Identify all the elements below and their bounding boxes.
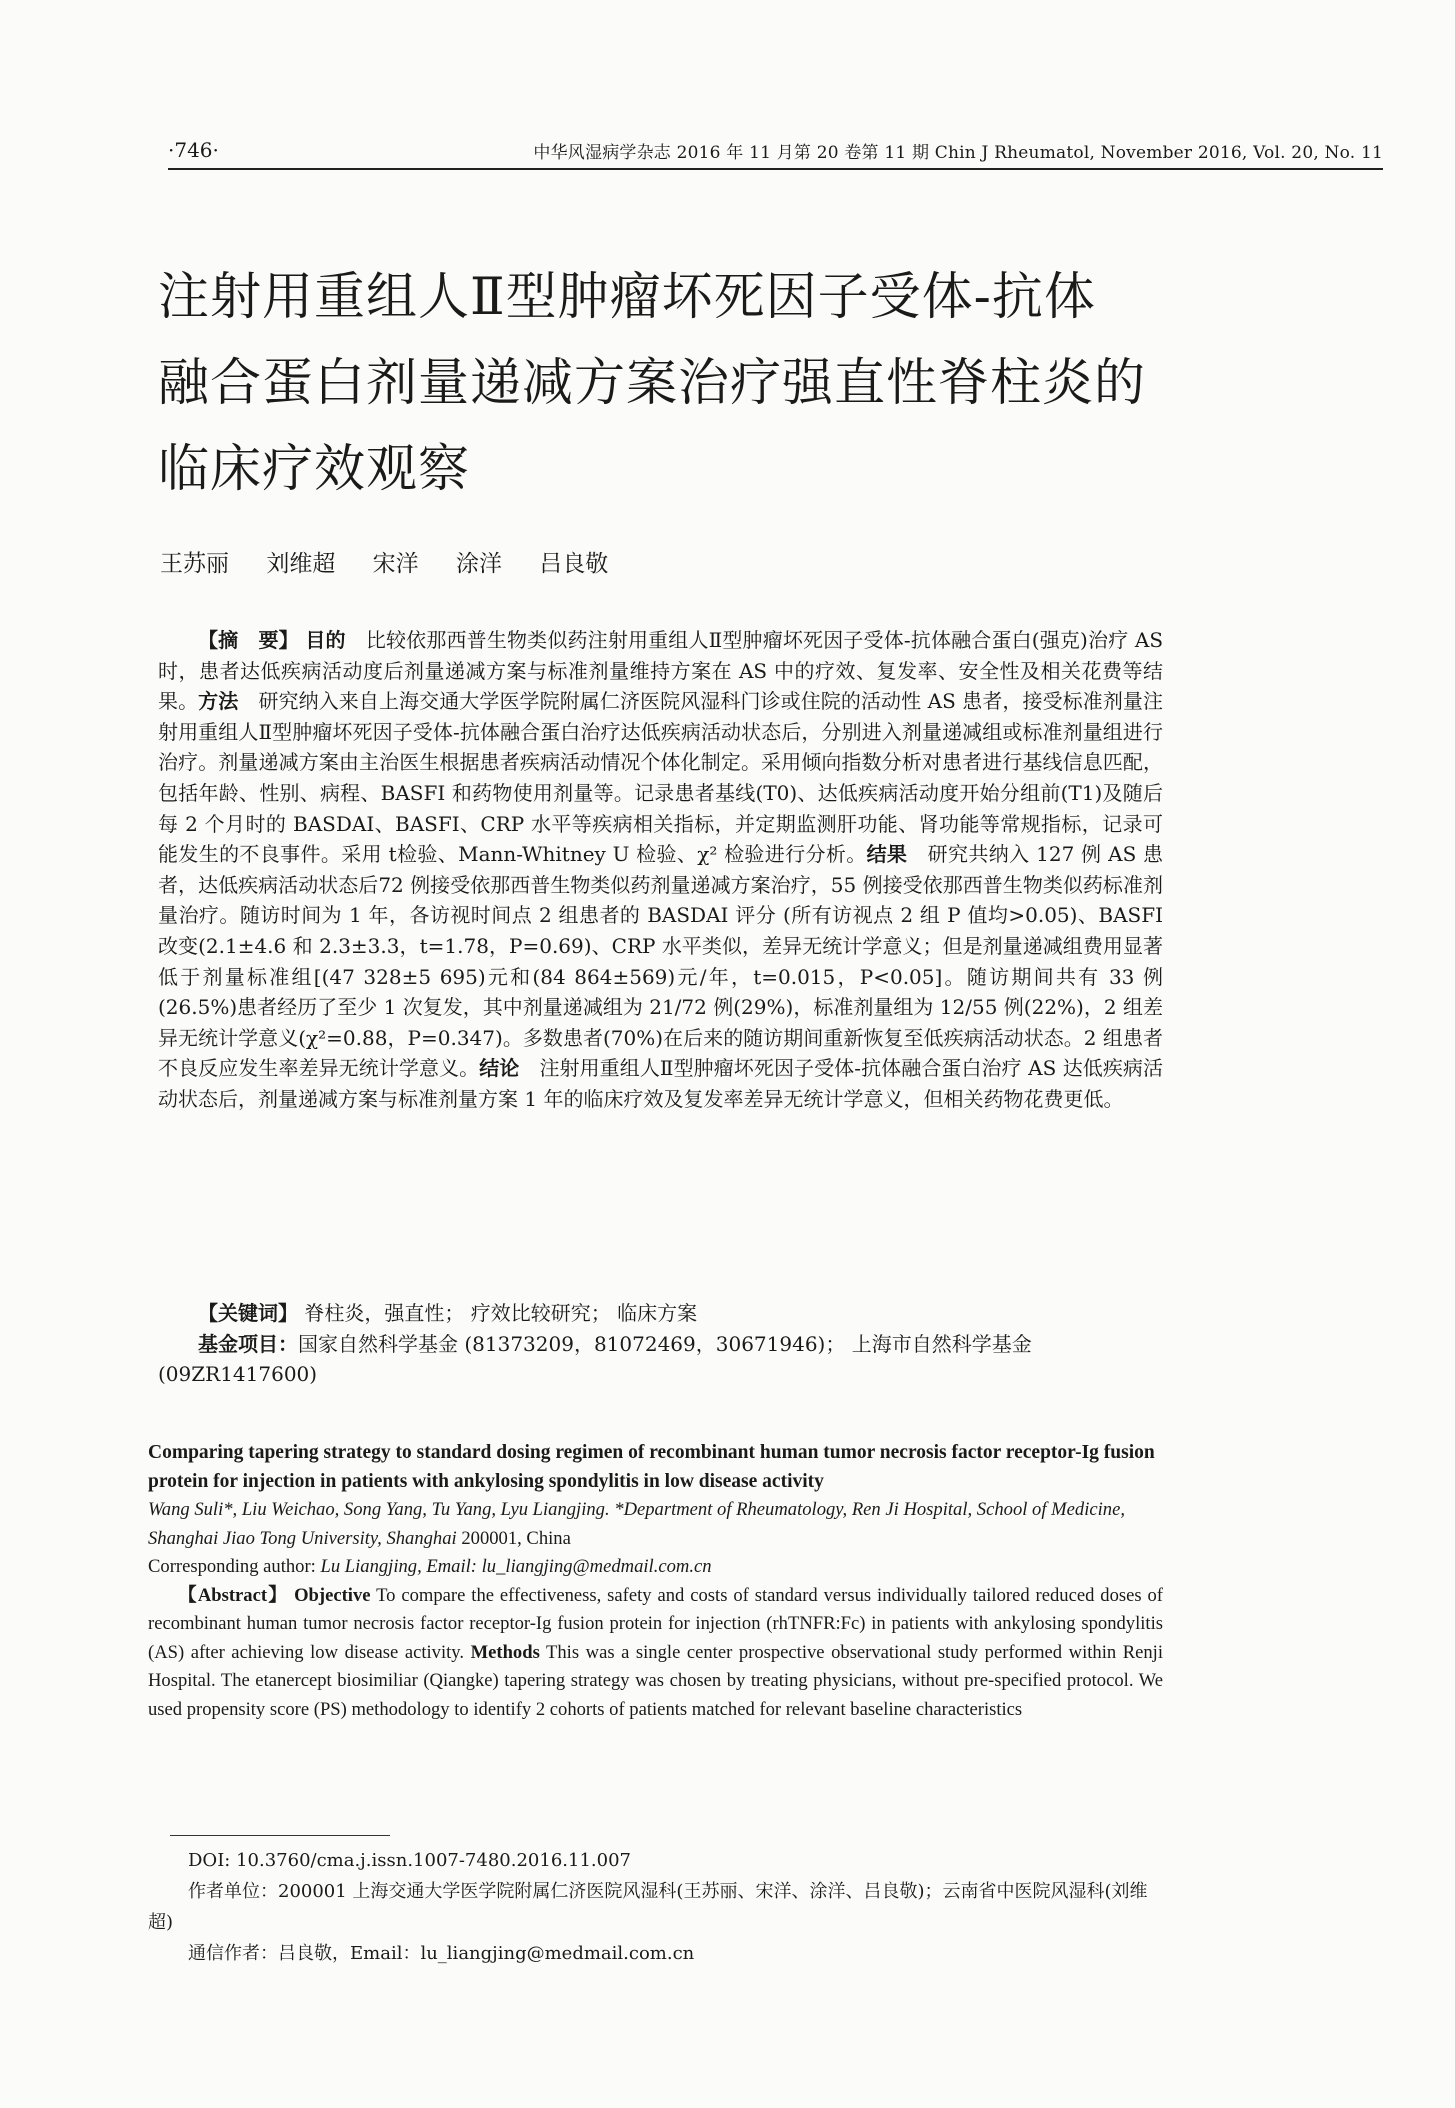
running-header (168, 138, 1383, 166)
english-methods-text: This was a single center prospective observational study performed within Renji Hospital. The etanercept biosimiliar (Qiangke) tapering strategy was chosen by treating physicians, without pre-specified protocol. We used propensity score (PS) methodology to identify 2 cohorts of patients matched for relevant baseline characteristics (148, 1641, 1163, 1720)
objective-text: 比较依那西普生物类似药注射用重组人Ⅱ型肿瘤坏死因子受体-抗体融合蛋白(强克)治疗 AS 时，患者达低疾病活动度后剂量递减方案与标准剂量维持方案在 AS 中的疗效、复发率、安全性及相关花费等结果。 (158, 628, 1164, 714)
abstract-label: 【摘 要】 (198, 628, 299, 652)
results-label: 结果 (866, 842, 908, 867)
keywords-text: 脊柱炎，强直性； 疗效比较研究； 临床方案 (304, 1301, 698, 1325)
results-text: 研究共纳入 127 例 AS 患者，达低疾病活动状态后72 例接受依那西普生物类似药剂量递减方案治疗，55 例接受依那西普生物类似药标准剂量治疗。随访时间为 1 年，各访视时间点 2 组患者的 BASDAI 评分 (所有访视点 2 组 P 值均>0.05)、BASFI 改变(2.1±4.6 和 2.3±3.3，t=1.78，P=0.69)、CRP 水平类似，差异无统计学意义；但是剂量递减组费用显著低于剂量标准组[(47 328±5 695)元和(84 864±569)元/年，t=0.015，P<0.05]。随访期间共有 33 例(26.5%)患者经历了至少 1 次复发，其中剂量递减组为 21/72 例(29%)，标准剂量组为 12/55 例(22%)，2 组差异无统计学意义(χ²=0.88，P=0.347)。多数患者(70%)在后来的随访期间重新恢复至低疾病活动状态。2 组患者不良反应发生率差异无统计学意义。 (158, 842, 1163, 1081)
keywords-label: 【关键词】 (198, 1301, 298, 1325)
author-name: 涂洋 (455, 551, 502, 577)
english-author-affiliation: Wang Suli*, Liu Weichao, Song Yang, Tu Yang, Lyu Liangjing. *Department of Rheumatology, Ren Ji Hospital, School of Medicine, Shanghai Jiao Tong University, Shanghai (148, 1499, 1125, 1549)
english-objective-label: Objective (294, 1584, 371, 1606)
english-postcode: 200001, China (456, 1527, 571, 1549)
footnote-correspondence: 通信作者：吕良敬，Email：lu_liangjing@medmail.com.cn (188, 1943, 695, 1964)
objective-label: 目的 (305, 628, 346, 652)
author-list (160, 545, 638, 578)
footnote-doi: DOI: 10.3760/cma.j.issn.1007-7480.2016.11.007 (188, 1850, 631, 1871)
article-title (158, 255, 1258, 513)
english-authors (148, 1496, 1163, 1553)
corresponding-label: Corresponding author: (148, 1556, 321, 1577)
conclusion-text: 注射用重组人Ⅱ型肿瘤坏死因子受体-抗体融合蛋白治疗 AS 达低疾病活动状态后，剂量递减方案与标准剂量方案 1 年的临床疗效及复发率差异无统计学意义，但相关药物花费更低。 (158, 1056, 1164, 1111)
keywords-line (158, 1298, 1163, 1329)
abstract-paragraph (158, 625, 1163, 1115)
footnote-rule (170, 1835, 390, 1836)
conclusion-label: 结论 (479, 1056, 520, 1081)
author-name: 刘维超 (266, 551, 336, 577)
english-abstract-paragraph (148, 1582, 1163, 1725)
english-title: Comparing tapering strategy to standard dosing regimen of recombinant human tumor necrosis factor receptor-Ig fusion protein for injection in patients with ankylosing spondylitis in low disease activity (148, 1442, 1155, 1492)
english-objective-text: To compare the effectiveness, safety and costs of standard versus individually tailored reduced doses of recombinant human tumor necrosis factor receptor-Ig fusion protein for injection (rhTNFR:Fc) in patients with ankylosing spondylitis (AS) after achieving low disease activity. (148, 1584, 1164, 1663)
corresponding-author (148, 1553, 1163, 1582)
keywords-block (158, 1298, 1163, 1390)
english-abstract-label: 【Abstract】 (178, 1584, 289, 1606)
author-name: 吕良敬 (539, 551, 609, 577)
english-abstract (148, 1438, 1163, 1724)
corresponding-text: Lu Liangjing, Email: lu_liangjing@medmail.com.cn (320, 1556, 712, 1577)
english-methods-label: Methods (470, 1641, 540, 1663)
author-name: 宋洋 (372, 551, 419, 577)
page-number: ·746· (168, 138, 219, 162)
title-line: 临床疗效观察 (158, 440, 471, 499)
funding-text: 国家自然科学基金 (81373209，81072469，30671946)； 上海市自然科学基金(09ZR1417600) (158, 1331, 1032, 1387)
header-rule (168, 168, 1383, 170)
journal-citation: 中华风湿病学杂志 2016 年 11 月第 20 卷第 11 期 Chin J Rheumatol, November 2016, Vol. 20, No. 11 (533, 143, 1383, 163)
footnotes (148, 1845, 1163, 1969)
methods-label: 方法 (198, 689, 239, 714)
chinese-abstract (158, 625, 1163, 1115)
title-line: 注射用重组人Ⅱ型肿瘤坏死因子受体-抗体 (158, 268, 1096, 327)
title-line: 融合蛋白剂量递减方案治疗强直性脊柱炎的 (158, 354, 1147, 413)
footnote-affiliation: 作者单位：200001 上海交通大学医学院附属仁济医院风湿科(王苏丽、宋洋、涂洋、吕良敬)；云南省中医院风湿科(刘维超) (148, 1881, 1148, 1933)
funding-label: 基金项目： (198, 1331, 298, 1356)
funding-line (158, 1329, 1163, 1390)
methods-text: 研究纳入来自上海交通大学医学院附属仁济医院风湿科门诊或住院的活动性 AS 患者，接受标准剂量注射用重组人Ⅱ型肿瘤坏死因子受体-抗体融合蛋白治疗达低疾病活动状态后，分别进入剂量递减组或标准剂量组进行治疗。剂量递减方案由主治医生根据患者疾病活动情况个体化制定。采用倾向指数分析对患者进行基线信息匹配，包括年龄、性别、病程、BASFI 和药物使用剂量等。记录患者基线(T0)、达低疾病活动度开始分组前(T1)及随后每 2 个月时的 BASDAI、BASFI、CRP 水平等疾病相关指标，并定期监测肝功能、肾功能等常规指标，记录可能发生的不良事件。采用 t检验、Mann-Whitney U 检验、χ² 检验进行分析。 (158, 689, 1164, 867)
author-name: 王苏丽 (160, 551, 229, 577)
